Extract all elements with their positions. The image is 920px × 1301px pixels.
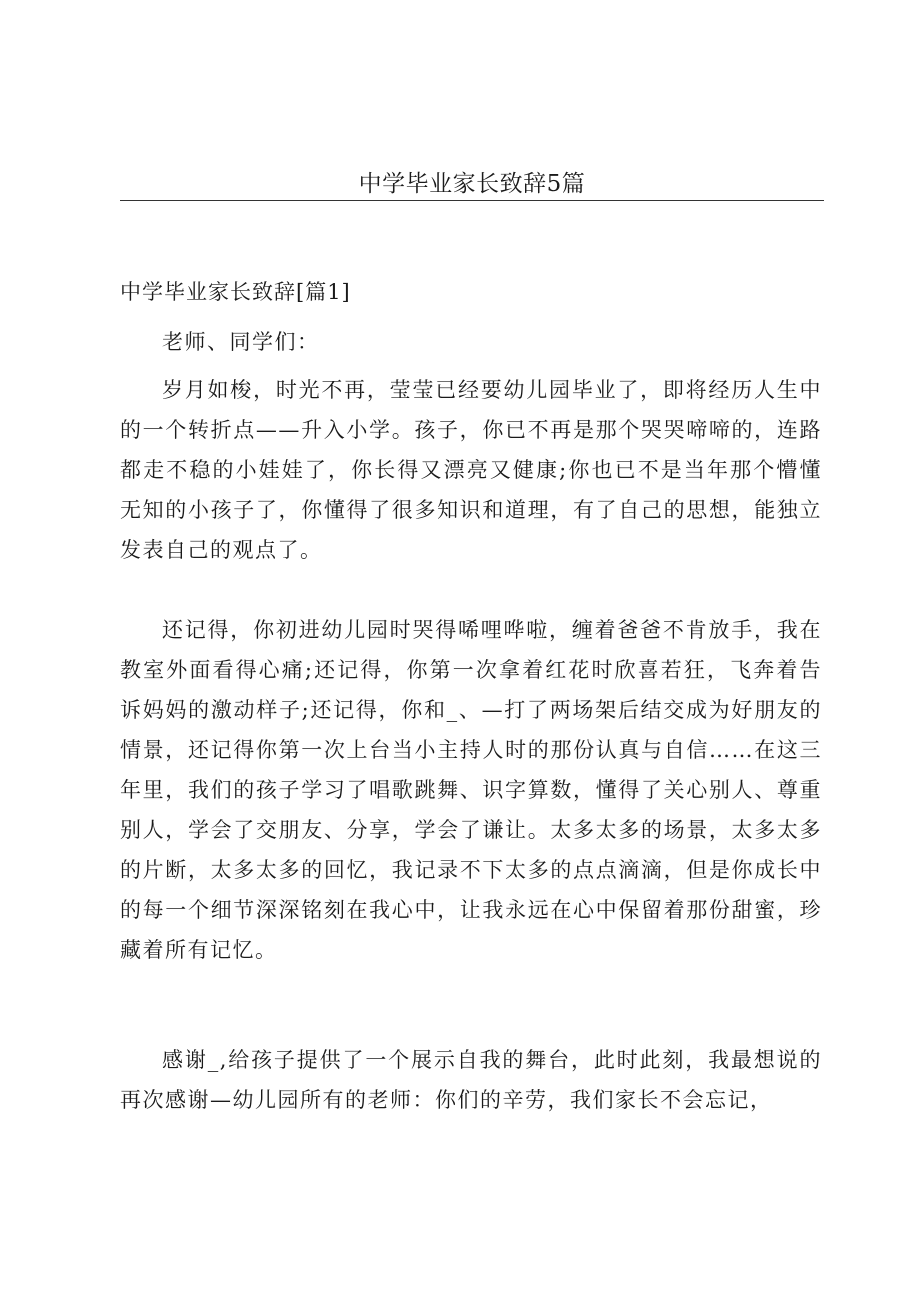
document-title: 中学毕业家长致辞5篇: [358, 171, 586, 197]
paragraph-3: 感谢_,给孩子提供了一个展示自我的舞台，此时此刻，我最想说的再次感谢—幼儿园所有的老师：你们的辛劳，我们家长不会忘记，: [120, 1048, 822, 1112]
section-heading: 中学毕业家长致辞[篇1]: [120, 280, 351, 304]
title-underline: [120, 200, 824, 201]
salutation: 老师、同学们：: [162, 330, 320, 354]
paragraph-2: 还记得，你初进幼儿园时哭得唏哩哗啦，缠着爸爸不肯放手，我在教室外面看得心痛;还记得，你第一次拿着红花时欣喜若狂，飞奔着告诉妈妈的激动样子;还记得，你和_、—打了两场架后结交成为好朋友的情景，还记得你第一次上台当小主持人时的那份认真与自信……在这三年里，我们的孩子学习了唱歌跳舞、识字算数，懂得了关心别人、尊重别人，学会了交朋友、分享，学会了谦让。太多太多的场景，太多太多的片断，太多太多的回忆，我记录不下太多的点点滴滴，但是你成长中的每一个细节深深铭刻在我心中，让我永远在心中保留着那份甜蜜，珍藏着所有记忆。: [120, 618, 822, 962]
paragraph-1: 岁月如梭，时光不再，莹莹已经要幼儿园毕业了，即将经历人生中的一个转折点——升入小学。孩子，你已不再是那个哭哭啼啼的，连路都走不稳的小娃娃了，你长得又漂亮又健康;你也已不是当年那个懵懂无知的小孩子了，你懂得了很多知识和道理，有了自己的思想，能独立发表自己的观点了。: [120, 378, 822, 562]
